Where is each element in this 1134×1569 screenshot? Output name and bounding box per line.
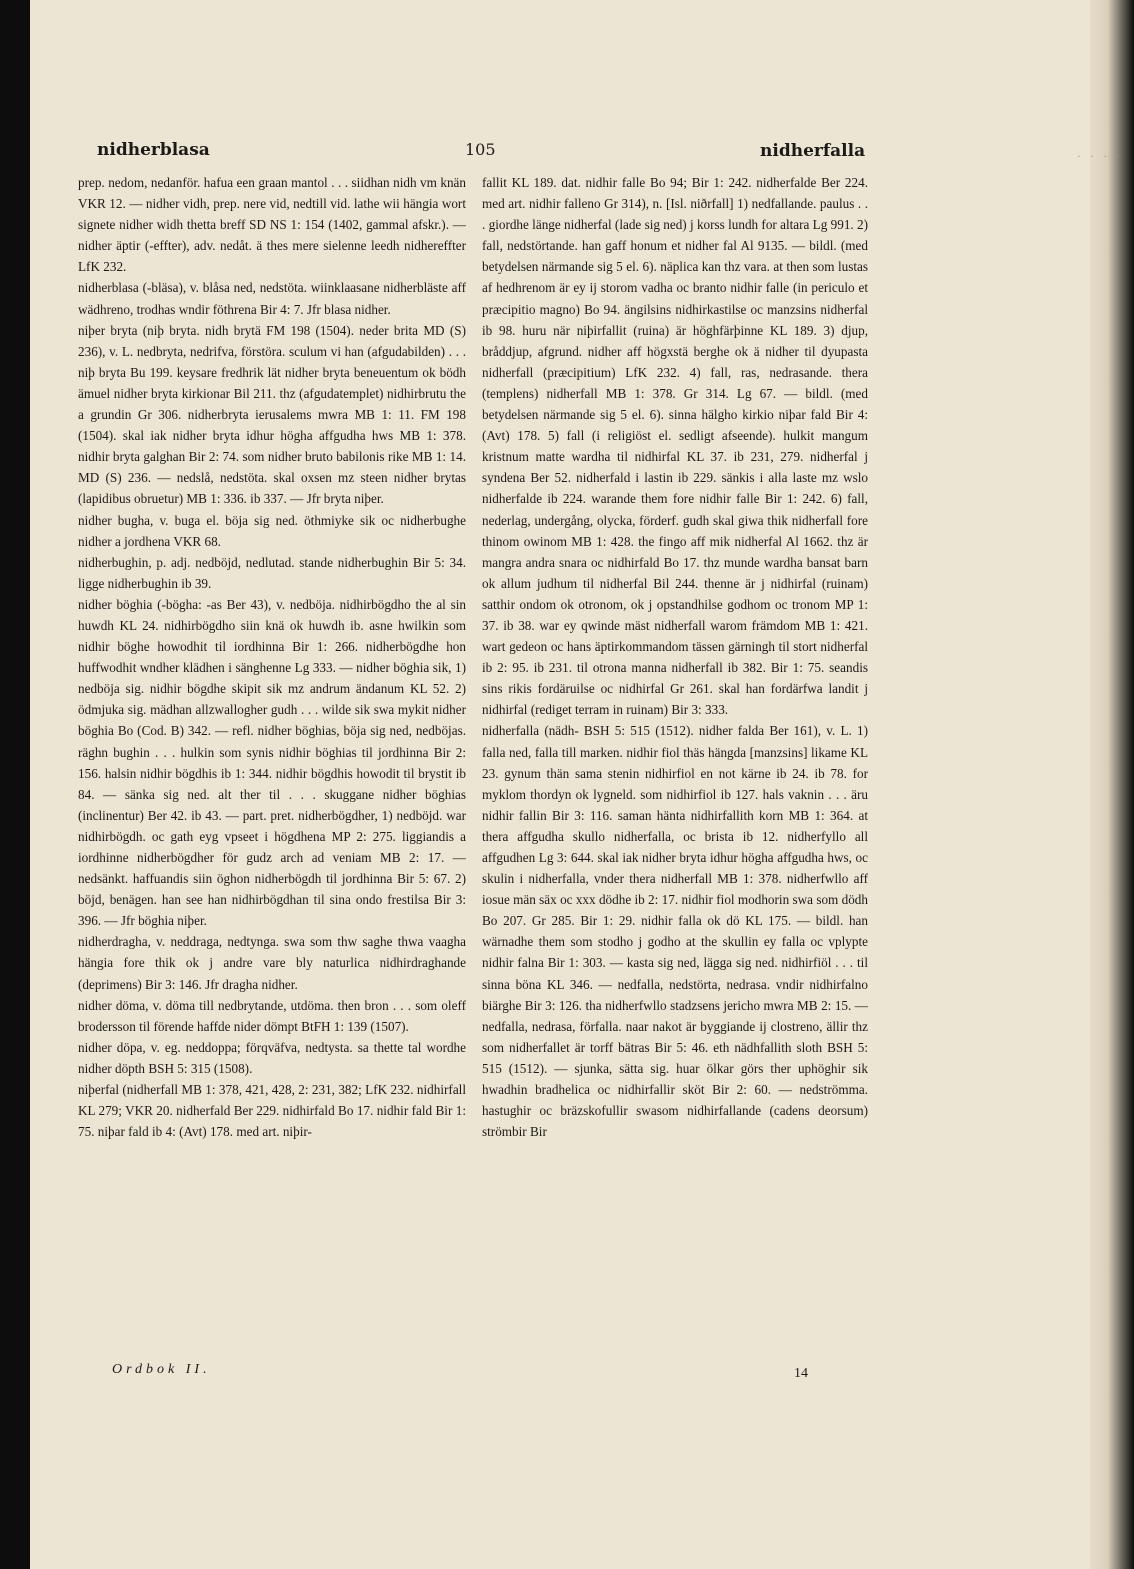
running-head-left: nidherblasa — [97, 140, 210, 160]
entry-paragraph: nidher bugha, v. buga el. böja sig ned. öthmiyke sik oc nidherbughe nidher a jordhena VKR 68. — [78, 512, 466, 549]
running-head-right: nidherfalla — [760, 141, 866, 161]
entry-paragraph: nidherbughin, p. adj. nedböjd, nedlutad. stande nidherbughin Bir 5: 34. ligge nidherbughin ib 39. — [78, 554, 466, 591]
entry-paragraph: prep. nedom, nedanför. hafua een graan mantol . . . siidhan nidh vm knän VKR 12. — nidher vidh, prep. nere vid, nedtill vid. lathe wii hängia wort signete nidher widh thetta breff SD NS 1: 154 (1402, gammal afskr.). — nidher äptir (-effter), adv. nedåt. ä thes mere sielenne leedh nidhereffter LfK 232. — [78, 175, 466, 275]
entry-paragraph: nidher döma, v. döma till nedbrytande, utdöma. then bron . . . som oleff brodersson til förende haffde nider dömpt BtFH 1: 139 (1507). — [78, 997, 466, 1034]
entry-paragraph: nidherdragha, v. neddraga, nedtynga. swa som thw saghe thwa vaagha hängia fore thik ok j andre vare bly naturlica nidhirdraghande (deprimens) Bir 3: 146. Jfr dragha nidher. — [78, 934, 466, 992]
scan-margin-dots: ···· — [1077, 152, 1130, 163]
signature-mark: Ordbok II. — [112, 1362, 211, 1377]
sheet-number: 14 — [794, 1366, 808, 1381]
page-edge — [1090, 0, 1134, 1569]
entry-paragraph: nidherfalla (nädh- BSH 5: 515 (1512). nidher falda Ber 161), v. L. 1) falla ned, falla till marken. nidhir fiol thäs hängda [manzsins] likame KL 23. gynum thän sama stenin nidhirfiol en not kärne ib 24. ib 78. for myklom thordyn ok lygneld. som nidhirfiol ib 127. hals vaknin . . . äru nidhir fallin Bir 3: 116. saman hänta nidhirfallith korn MB 1: 364. at thera affgudha skullo nidherfalla, oc brista ib 12. nidherfyllo all affgudhen Lg 3: 644. skal iak nidher bryta idhur högha affgudha hws, oc skulin i nidherfalla, vnder thera nidherfall MB 1: 378. nidherfwllo aff iosue män säx oc xxx dödhe ib 2: 17. nidhir fiol modhorin swa som dödh Bo 207. Gr 285. Bir 1: 29. nidhir falla ok dö KL 175. — bildl. han wärnadhe them som stodho j godho at the skullin ey falla oc vplypte nidhir falna Bir 1: 303. — kasta sig ned, lägga sig ned. nidhirfiöl . . . til sinna böna KL 346. — nedfalla, nedstörta, nedrasa. vndir nidhirfalno biärghe Bir 3: 126. tha nidherfwllo stadzsens jericho mwra MB 2: 15. — nedfalla, nedrasa, förfalla. naar nakot är byggiande ij clostreno, ällir thz som nidherfallet är torff bätras Bir 5: 46. eth nädhfallith sloth BSH 5: 515 (1512). — sjunka, sätta sig. huar ölkar görs ther uphöghir sik hwadhin bradhelica oc nidhirfallir sköt Bir 2: 60. — nedströmma. hastughir oc bräzskofullir swasom nidhirfallande (cadens deorsum) strömbir Bir — [482, 723, 868, 1140]
entry-paragraph: niþer bryta (niþ bryta. nidh brytä FM 198 (1504). neder brita MD (S) 236), v. L. nedbryta, nedrifva, förstöra. sculum vi han (afgudabilden) . . . niþ bryta Bu 199. keysare fredhrik lät nidher bryta beneuentum ok bödh ämuel nidher bryta kirkionar Bil 211. thz (afgudatemplet) nidhirbrutu the a grundin Gr 306. nidherbryta ierusalems mwra MB 1: 11. FM 198 (1504). skal iak nidher bryta idhur högha affgudha hws MB 1: 378. nidhir bryta galghan Bir 2: 74. som nidher bruto babilonis rike MB 1: 14. MD (S) 236. — nedslå, nedstöta. skal oxsen mz steen nidher brytas (lapidibus obruetur) MB 1: 336. ib 337. — Jfr bryta niþer. — [78, 322, 466, 507]
left-column — [78, 172, 466, 1142]
page-number: 105 — [465, 140, 496, 159]
entry-paragraph: nidherblasa (-bläsa), v. blåsa ned, nedstöta. wiinklaasane nidherbläste aff wädhreno, trodhas wndir föthrena Bir 4: 7. Jfr blasa nidher. — [78, 280, 466, 317]
entry-paragraph: nidher döpa, v. eg. neddoppa; förqväfva, nedtysta. sa thette tal wordhe nidher döpth BSH 5: 315 (1508). — [78, 1039, 466, 1076]
entry-paragraph: nidher böghia (-bögha: -as Ber 43), v. nedböja. nidhirbögdho the al sin huwdh KL 24. nidhirbögdho siin knä ok huwdh ib. asne hwilkin som nidhir böghe howodhit til iordhinna Bir 1: 266. nidherbögdhe hon huffwodhit wndher klädhen i sänghenne Lg 333. — nidher böghia sik, 1) nedböja sig. nidhir bögdhe skipit sik mz andrum ändanum KL 52. 2) ödmjuka sig. mädhan allzwallogher gudh . . . wilde sik swa mykit nidher böghia Bo (Cod. B) 342. — refl. nidher böghias, böja sig ned, nedböjas. räghn bughin . . . hulkin som synis nidhir böghias til jordhinna Bir 2: 156. halsin nidhir bögdhis ib 1: 344. nidhir bögdhis howodit til brystit ib 84. — sänka sig ned. alt ther til . . . skuggane nidher böghias (inclinentur) Ber 42. ib 43. — part. pret. nidherbögdher, 1) nedböjd. war nidhirbögdh. oc gath eyg vpseet i högdhena MP 2: 275. liggiandis a iordhinne nidherbögdher för gudz arch ad veniam MB 2: 17. — nedsänkt. haffuandis siin öghon nidherbögdh til jordhinna Bir 5: 67. 2) böjd, benägen. han see han nidhirbögdhan til sina ondo frestilsa Bir 3: 396. — Jfr böghia niþer. — [78, 596, 466, 929]
entry-paragraph: fallit KL 189. dat. nidhir falle Bo 94; Bir 1: 242. nidherfalde Ber 224. med art. nidhir falleno Gr 314), n. [Isl. niðrfall] 1) nedfallande. paulus . . . giordhe länge nidherfal (lade sig ned) j korss lundh for altara Lg 991. 2) fall, nedstörtande. han gaff honum et nidher fal Al 9135. — bildl. (med betydelsen närmande sig 5 el. 6). näplica kan thz vara. at then som lustas af hedhrenom är ey ij storom vadha oc branto nidhir falle (in periculo et præcipitio magno) Bo 94. ängilsins nidhirkastilse oc manzsins nidherfal ib 98. huru när niþirfallit (ruina) är höghfärþinne KL 189. 3) djup, bråddjup, afgrund. nidher aff högxstä berghe ok ä nidher til dyupasta nidherfall (præcipitium) LfK 232. 4) fall, ras, nedrasande. thera (templens) nidherfall MB 1: 378. Gr 314. Lg 67. — bildl. (med betydelsen närmande sig 5 el. 6). sinna hälgho kirkio niþar fald Bir 4: (Avt) 178. 5) fall (i religiöst el. sedligt afseende). hulkit mangum kristnum matte wardha til nidhirfal KL 37. ib 231, 279. nidherfal j syndena Ber 52. nidherfald i lastin ib 229. sänkis i alla laste mz wslo nidherfalde ib 224. warande them fore nidhir falle Bir 1: 242. 6) fall, nederlag, undergång, olycka, förderf. gudh skal giwa thik nidherfall fore thinom owinom MB 1: 428. the fingo aff mik nidherfal Al 1662. thz är mangra andra snara oc nidhirfald Bo 17. thz munde wardha bansat barn ok allum judhum til nidherfal Bil 244. thenne är j nidhirfal (ruinam) satthir ondom ok otronom, ok j opstandhilse godhom oc tronom MP 1: 37. ib 38. war ey qwinde mäst nidherfall warom främdom MB 1: 421. wart gedeon oc hans äptirkommandom tässen gärningh til stort nidherfal ib 2: 95. ib 231. til otrona manna nidherfall ib 382. Bir 1: 75. seandis sins rikis fordäruilse oc nidhirfal Gr 261. skal han fordärfwa landit j nidhirfal (rediget terram in ruinam) Bir 3: 333. — [482, 175, 868, 718]
entry-paragraph: niþerfal (nidherfall MB 1: 378, 421, 428, 2: 231, 382; LfK 232. nidhirfall KL 279; VKR 20. nidherfald Ber 229. nidhirfald Bo 17. nidhir fald Bir 1: 75. niþar fald ib 4: (Avt) 178. med art. niþir- — [78, 1082, 466, 1140]
right-column — [482, 172, 868, 1142]
